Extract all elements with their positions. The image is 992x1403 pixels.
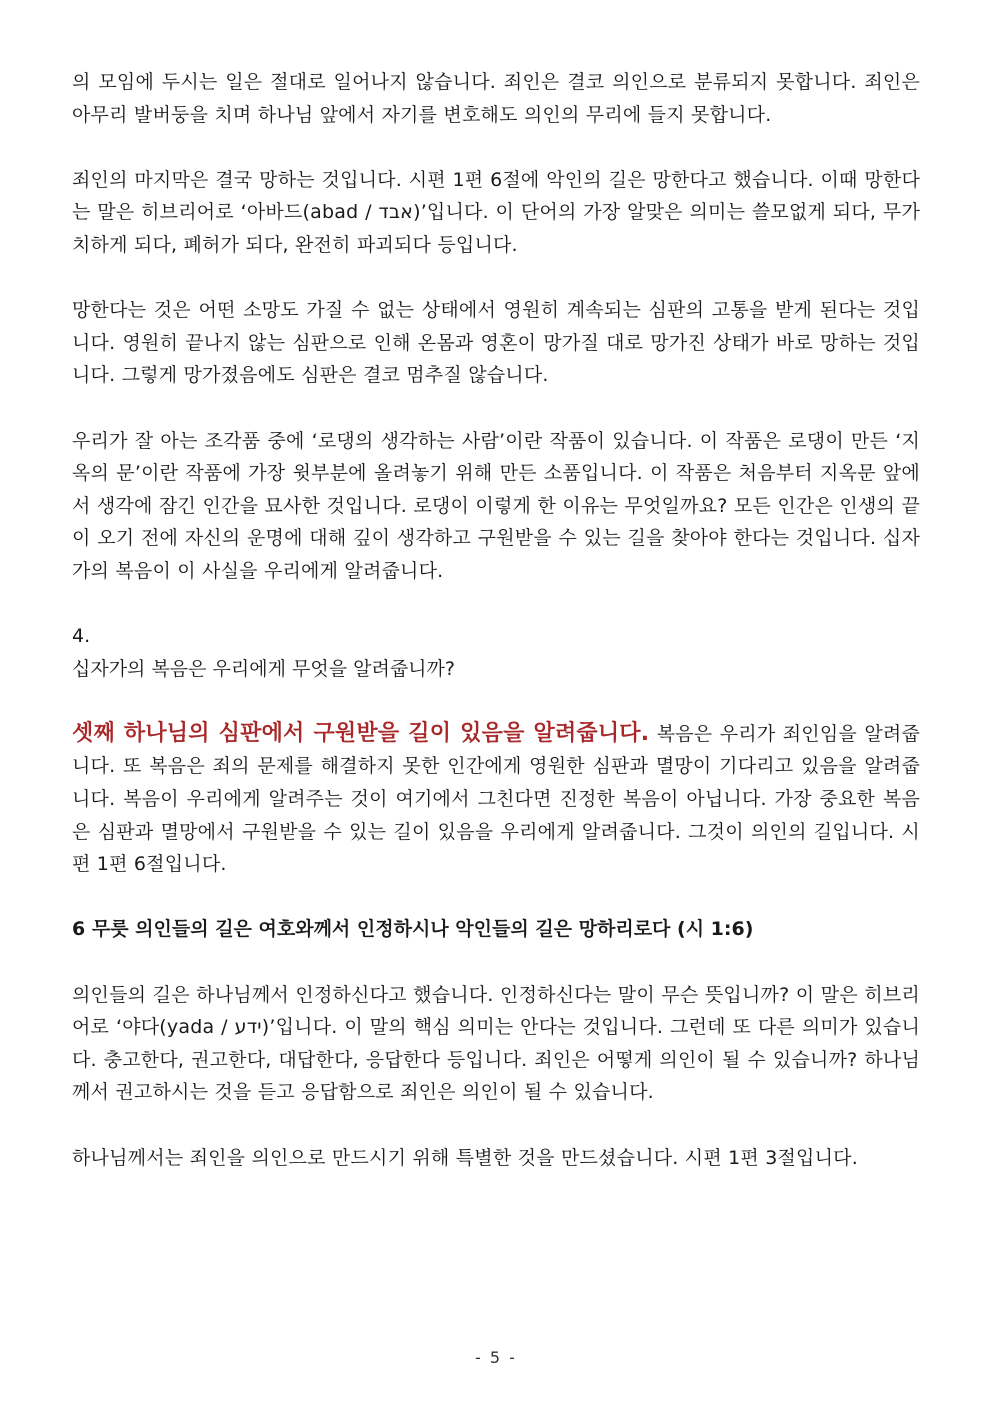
scripture-verse: 6 무릇 의인들의 길은 여호와께서 인정하시나 악인들의 길은 망하리로다 (시 1:6) bbox=[72, 918, 754, 941]
highlighted-lead-sentence: 셋째 하나님의 심판에서 구원받을 길이 있음을 알려줍니다. bbox=[72, 720, 650, 746]
paragraph-6: 의인들의 길은 하나님께서 인정하신다고 했습니다. 인정하신다는 말이 무슨 뜻입니까? 이 말은 히브리어로 ‘야다(yada / ידע)’입니다. 이 말의 핵심 의미는 안다는 것입니다. 그런데 또 다른 의미가 있습니다. 충고한다, 권고한다, 대답한다, 응답한다 등입니다. 죄인은 어떻게 의인이 될 수 있습니까? 하나님께서 권고하시는 것을 듣고 응답함으로 죄인은 의인이 될 수 있습니다. bbox=[72, 983, 921, 1104]
document-body bbox=[72, 66, 920, 1174]
paragraph-7: 하나님께서는 죄인을 의인으로 만드시기 위해 특별한 것을 만드셨습니다. 시편 1편 3절입니다. bbox=[72, 1146, 858, 1169]
paragraph-5 bbox=[72, 718, 920, 881]
page-number: - 5 - bbox=[475, 1348, 517, 1367]
question-number: 4. bbox=[72, 625, 91, 648]
paragraph-1: 의 모임에 두시는 일은 절대로 일어나지 않습니다. 죄인은 결코 의인으로 분류되지 못합니다. 죄인은 아무리 발버둥을 치며 하나님 앞에서 자기를 변호해도 의인의 무리에 들지 못합니다. bbox=[72, 71, 920, 126]
paragraph-5-body: 복음은 우리가 죄인임을 알려줍니다. 또 복음은 죄의 문제를 해결하지 못한 인간에게 영원한 심판과 멸망이 기다리고 있음을 알려줍니다. 복음이 우리에게 알려주는 것이 여기에서 그친다면 진정한 복음이 아닙니다. 가장 중요한 복음은 심판과 멸망에서 구원받을 수 있는 길이 있음을 우리에게 알려줍니다. 그것이 의인의 길입니다. 시편 1편 6절입니다. bbox=[72, 722, 921, 876]
paragraph-4: 우리가 잘 아는 조각품 중에 ‘로댕의 생각하는 사람’이란 작품이 있습니다. 이 작품은 로댕이 만든 ‘지옥의 문’이란 작품에 가장 윗부분에 올려놓기 위해 만든 소품입니다. 이 작품은 처음부터 지옥문 앞에서 생각에 잠긴 인간을 묘사한 것입니다. 로댕이 이렇게 한 이유는 무엇일까요? 모든 인간은 인생의 끝이 오기 전에 자신의 운명에 대해 깊이 생각하고 구원받을 수 있는 길을 찾아야 한다는 것입니다. 십자가의 복음이 이 사실을 우리에게 알려줍니다. bbox=[72, 429, 920, 582]
question-text: 십자가의 복음은 우리에게 무엇을 알려줍니까? bbox=[72, 657, 455, 680]
paragraph-3: 망한다는 것은 어떤 소망도 가질 수 없는 상태에서 영원히 계속되는 심판의 고통을 받게 된다는 것입니다. 영원히 끝나지 않는 심판으로 인해 온몸과 영혼이 망가질 대로 망가진 상태가 바로 망하는 것입니다. 그렇게 망가졌음에도 심판은 결코 멈추질 않습니다. bbox=[72, 299, 920, 387]
paragraph-2: 죄인의 마지막은 결국 망하는 것입니다. 시편 1편 6절에 악인의 길은 망한다고 했습니다. 이때 망한다는 말은 히브리어로 ‘아바드(abad / אבד)’입니다. 이 단어의 가장 알맞은 의미는 쓸모없게 되다, 무가치하게 되다, 폐허가 되다, 완전히 파괴되다 등입니다. bbox=[72, 168, 920, 256]
